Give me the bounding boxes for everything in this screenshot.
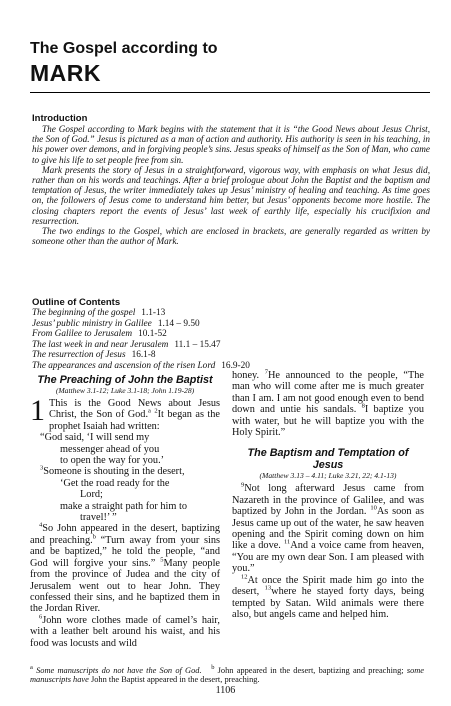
verse-number: 5 xyxy=(160,556,164,564)
poetry-line: ‘Get the road ready for the xyxy=(60,477,170,489)
outline-item-ref: 16.1-8 xyxy=(131,350,156,361)
verse-paragraph xyxy=(30,394,220,432)
verse-paragraph xyxy=(232,575,424,621)
page-number: 1106 xyxy=(215,685,236,696)
verse-text: Many people from the province of Judea and the city of Jerusalem went out to hear John. They confessed their sins, and he baptized them in the Jordan River. xyxy=(30,557,221,615)
footnote-text: John the Baptist appeared in the desert, preaching. xyxy=(90,675,260,685)
footnote-text: Some manuscripts do not have the Son of God. xyxy=(36,666,202,675)
verse-number: 10 xyxy=(370,504,377,512)
verse-text: Not long afterward Jesus came from Nazareth in the province of Galilee, and was baptized by John in the Jordan. xyxy=(232,483,424,518)
outline-item-label: Jesus’ public ministry in Galilee xyxy=(32,318,152,329)
footnote-mark: b xyxy=(211,664,215,672)
outline-item xyxy=(32,308,412,319)
footnote-text: John appeared in the desert, baptizing and preaching; xyxy=(217,666,404,675)
verse-text: And a voice came from heaven, “You are my own dear Son. I am pleased with you.” xyxy=(232,540,425,575)
verse-text: honey. xyxy=(232,370,260,381)
verse-paragraph xyxy=(232,370,424,438)
verse-number: 12 xyxy=(241,573,248,581)
footnote xyxy=(30,666,424,685)
parallel-references: (Matthew 3.1-12; Luke 3.1-18; John 1.19-28) xyxy=(55,386,195,395)
poetry-line xyxy=(40,466,220,477)
section-heading: The Preaching of John the Baptist xyxy=(37,374,213,386)
footnote-mark: a xyxy=(30,664,33,672)
verse-number: 9 xyxy=(241,482,245,490)
outline-item-ref: 1.14 – 9.50 xyxy=(157,318,200,329)
poetry-quote xyxy=(30,432,220,523)
book-title-mark: MARK xyxy=(30,60,101,86)
chapter-number: 1 xyxy=(30,394,45,427)
outline-item-ref: 16.9-20 xyxy=(221,360,250,371)
introduction-paragraph: The two endings to the Gospel, which are enclosed in brackets, are generally regarded as written by someone other than the author of Mark. xyxy=(32,226,430,247)
outline-item-label: The resurrection of Jesus xyxy=(32,350,126,361)
outline-item xyxy=(32,340,412,351)
verse-text: He announced to the people, “The man who will come after me is much greater than I am. I am not good enough even to bend down and untie his sandals. xyxy=(232,370,425,416)
verse-number: 8 xyxy=(361,402,365,410)
verse-number: 2 xyxy=(154,407,158,415)
book-title-line1: The Gospel according to xyxy=(30,40,218,57)
verse-number: 4 xyxy=(39,522,43,530)
poetry-line: messenger ahead of you xyxy=(60,443,160,455)
poetry-line: make a straight path for him to xyxy=(60,500,187,512)
outline-item xyxy=(32,350,412,361)
verse-text: I baptize you with water, but he will baptize you with the Holy Spirit.” xyxy=(232,404,424,439)
introduction-paragraph: The Gospel according to Mark begins with the statement that it is “the Good News about Jesus Christ, the Son of God.” Jesus is pictured as a man of action and authority. His authority is seen in his teaching, in his power over demons, and in forgiving people’s sins. Jesus speaks of himself as the Son of Man, who came to give his life to set people free from sin. xyxy=(32,124,430,165)
verse-text: It began as the prophet Isaiah had written: xyxy=(49,409,220,432)
verse-paragraph xyxy=(30,615,220,649)
footnotes xyxy=(30,666,424,685)
introduction-paragraph: Mark presents the story of Jesus in a straightforward, vigorous way, with emphasis on what Jesus did, rather than on his words and teachings. After a brief prologue about John the Baptist and the baptism and temptation of Jesus, the writer immediately takes up Jesus’ ministry of healing and teaching. As time goes on, the followers of Jesus come to understand him better, but Jesus’ opponents become more hostile. The closing chapters report the events of Jesus’ last week of earthly life, especially his crucifixion and resurrection. xyxy=(32,164,430,226)
verse-number: 13 xyxy=(264,584,272,592)
verse-text: “Turn away from your sins and be baptized,” he told the people, “and God will forgive your sins.” xyxy=(30,534,220,569)
footnote-mark[interactable]: b xyxy=(92,533,96,541)
footnote-mark[interactable]: a xyxy=(148,407,151,415)
verse-text: This is the Good News about Jesus Christ, the Son of God. xyxy=(49,398,220,421)
text-column-right xyxy=(232,370,424,620)
outline-item-label: From Galilee to Jerusalem xyxy=(32,329,133,340)
outline-item-label: The last week in and near Jerusalem xyxy=(32,339,169,350)
parallel-references: (Matthew 3.13 – 4.11; Luke 3.21, 22; 4.1-13) xyxy=(259,471,397,481)
outline-section xyxy=(32,297,412,372)
title-divider xyxy=(30,92,430,93)
verse-text: So John appeared in the desert, baptizing and preaching. xyxy=(30,523,220,546)
poetry-line: “God said, ‘I will send my xyxy=(40,432,150,444)
outline-item-label: The beginning of the gospel xyxy=(32,308,136,318)
outline-item-ref: 10.1-52 xyxy=(138,329,167,340)
verse-number: 6 xyxy=(39,613,43,621)
verse-paragraph xyxy=(232,483,424,574)
section-heading: The Baptism and Temptation of Jesus xyxy=(247,447,409,472)
outline-item xyxy=(32,319,412,330)
verse-text: where he stayed forty days, being tempted by Satan. Wild animals were there also, but angels came and helped him. xyxy=(232,586,424,620)
introduction-section xyxy=(32,113,430,246)
poetry-line: travel!’ ” xyxy=(80,512,117,524)
outline-list xyxy=(32,308,412,372)
outline-item xyxy=(32,329,412,340)
text-column-left xyxy=(30,370,220,649)
verse-text: As soon as Jesus came up out of the water, he saw heaven opening and the Spirit coming down on him like a dove. xyxy=(232,506,425,552)
poetry-line: to open the way for you.’ xyxy=(60,455,165,467)
verse-text: At once the Spirit made him go into the desert, xyxy=(232,574,424,598)
verse-number: 3 xyxy=(40,465,44,473)
verse-text: John wore clothes made of camel’s hair, with a leather belt around his waist, and his food was locusts and wild xyxy=(30,614,220,649)
verse-number: 7 xyxy=(264,368,268,376)
outline-item-ref: 1.1-13 xyxy=(141,308,166,318)
introduction-heading: Introduction xyxy=(32,113,88,124)
verse-number: 11 xyxy=(284,539,291,547)
verse-paragraph xyxy=(30,523,220,614)
outline-item-label: The appearances and ascension of the risen Lord xyxy=(32,360,216,371)
outline-item-ref: 11.1 – 15.47 xyxy=(174,339,221,350)
outline-heading: Outline of Contents xyxy=(32,297,121,308)
poetry-line-text: Someone is shouting in the desert, xyxy=(43,466,185,478)
footnote-text: some manuscripts have xyxy=(30,666,425,685)
poetry-line: Lord; xyxy=(80,489,103,501)
